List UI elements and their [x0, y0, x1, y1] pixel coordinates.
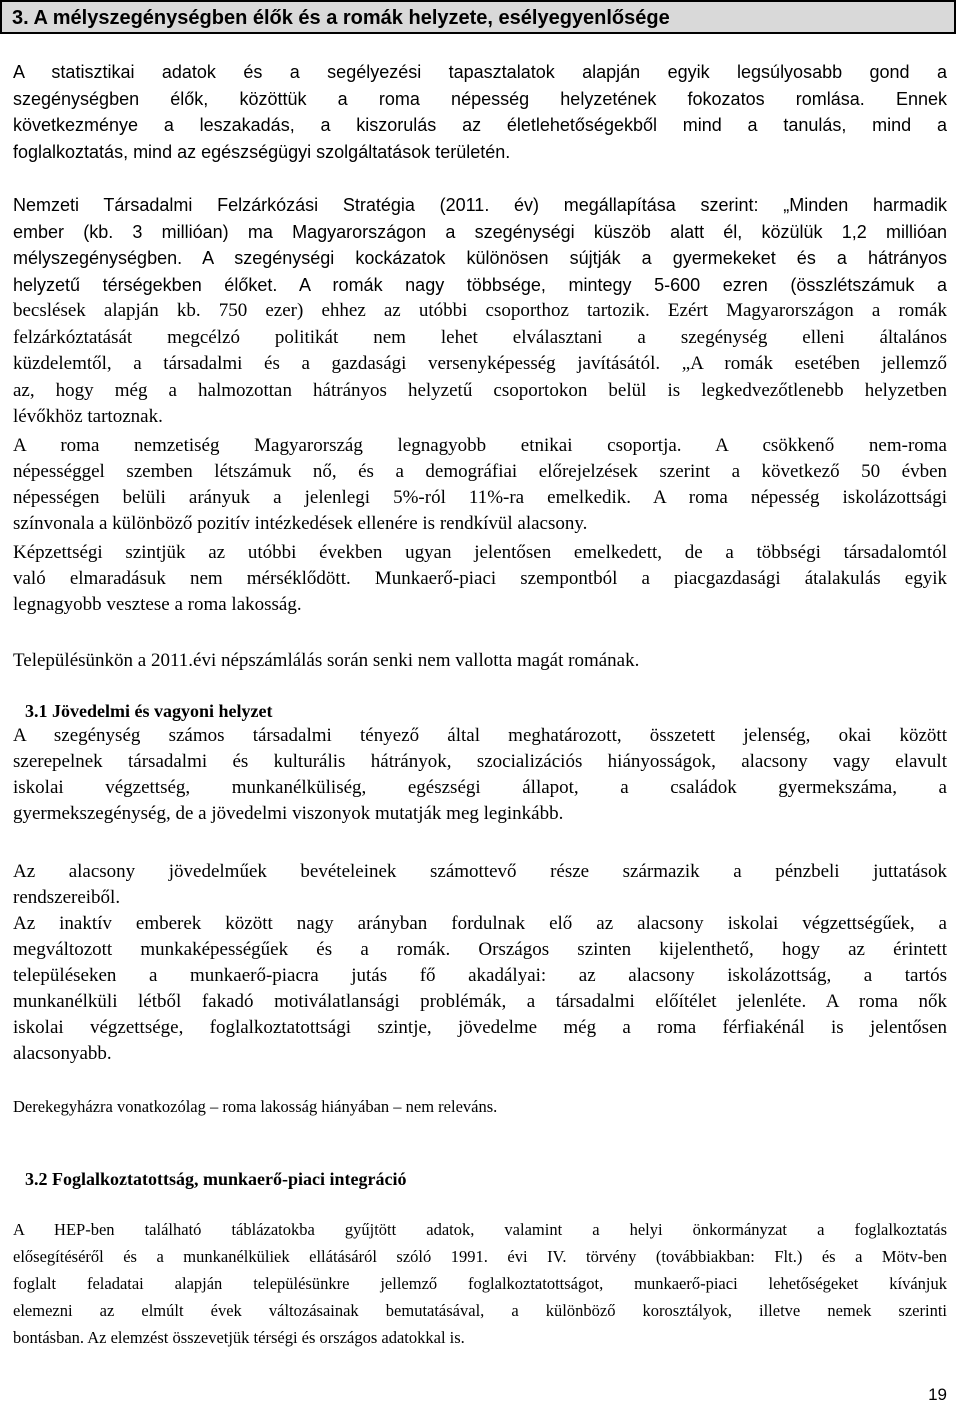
text-line: népességgel szemben létszámuk nő, és a demográfiai előrejelzések szerint a következő 50 évben — [13, 461, 947, 482]
text-line: Településünkön a 2011.évi népszámlálás során senki nem vallotta magát romának. — [13, 650, 640, 671]
text-line: iskolai végzettség, munkanélküliség, egészségi állapot, a családok gyermekszáma, a — [13, 777, 947, 798]
section-title: 3. A mélyszegénységben élők és a romák helyzete, esélyegyenlősége — [12, 7, 670, 29]
income-paragraph — [13, 859, 947, 911]
text-line: Nemzeti Társadalmi Felzárkózási Stratégia (2011. év) megállapítása szerint: „Minden harmadik — [13, 195, 947, 215]
text-line: településeken a munkaerő-piacra jutás fő akadályai: az alacsony iskolázottság, a tartós — [13, 965, 947, 986]
text-line: becslések alapján kb. 750 ezer) ehhez az utóbbi csoporthoz tartozik. Ezért Magyarországon a romák — [13, 300, 947, 321]
text-line: küzdelemtől, a társadalmi és a gazdasági versenyképesség javításától. „A romák esetében jellemző — [13, 353, 947, 374]
text-line: gyermekszegénység, de a jövedelmi viszonyok mutatják meg leginkább. — [13, 803, 564, 824]
subsection-title-3-1: 3.1 Jövedelmi és vagyoni helyzet — [25, 701, 273, 721]
text-line: népességen belüli arányuk a jelenlegi 5%-ról 11%-ra emelkedik. A roma népesség iskolázottsági — [13, 487, 947, 508]
text-line: munkanélküli létből fakadó motiválatlansági problémák, a társadalmi előítélet jelenléte. A roma nők — [13, 991, 947, 1012]
text-line: Az alacsony jövedelműek bevételeinek számottevő része származik a pénzbeli juttatások — [13, 861, 947, 882]
text-line: szerepelnek társadalmi és kulturális hátrányok, szocializációs hiányosságok, alacsony vagy elavult — [13, 751, 947, 772]
text-line: az, hogy még a halmozottan hátrányos helyzetű csoportokon belül is legkedvezőtlenebb helyzetben — [13, 379, 947, 401]
text-line: foglalkoztatás, mind az egészségügyi szolgáltatások területén. — [13, 141, 511, 162]
census-paragraph — [13, 648, 947, 674]
text-line: A roma nemzetiség Magyarország legnagyobb etnikai csoportja. A csökkenő nem-roma — [13, 435, 947, 456]
text-line: szegénységben élők, közöttük a roma népesség helyzetének fokozatos romlása. Ennek — [13, 88, 947, 109]
text-line: Az inaktív emberek között nagy arányban fordulnak elő az alacsony iskolai végzettségűek, a — [13, 913, 947, 934]
text-line: alacsonyabb. — [13, 1043, 112, 1064]
text-line: felzárkóztatását megcélzó politikát nem lehet elválasztani a szegénység elleni általános — [13, 326, 947, 348]
inactive-paragraph — [13, 911, 947, 1067]
text-line: A HEP-ben található táblázatokba gyűjtött adatok, valamint a helyi önkormányzat a foglalkoztatás — [13, 1220, 947, 1239]
text-line: iskolai végzettsége, foglalkoztatottsági szintje, jövedelme még a roma férfiakénál is jelentősen — [13, 1017, 947, 1038]
text-line: foglalt feladatai alapján településünkre jellemző foglalkoztatottságot, munkaerő-piaci lehetőségeket kívánjuk — [13, 1274, 947, 1293]
text-line: lévőkhöz tartoznak. — [13, 406, 163, 427]
text-line: A szegénység számos társadalmi tényező által meghatározott, összetett jelenség, okai között — [13, 725, 947, 746]
text-line: mélyszegénységben. A szegénységi kockázatok különösen sújtják a gyermekeket és a hátrányos — [13, 248, 947, 268]
text-line: következménye a leszakadás, a kiszorulás az életlehetőségekből mind a tanulás, mind a — [13, 115, 947, 135]
text-line: színvonala a különböző pozitív intézkedések ellenére is rendkívül alacsony. — [13, 513, 588, 534]
subsection-title-3-2: 3.2 Foglalkoztatottság, munkaerő-piaci integráció — [25, 1169, 407, 1189]
text-line: Derekegyházra vonatkozólag – roma lakosság hiányában – nem releváns. — [13, 1097, 498, 1116]
text-line: való elmaradásuk nem mérséklődött. Munkaerő-piaci szempontból a piacgazdasági átalakulás egyik — [13, 568, 947, 589]
relevance-note — [13, 1094, 947, 1120]
employment-paragraph — [13, 1216, 947, 1351]
text-line: elemezni az elmúlt évek változásainak bemutatásával, a különböző korosztályok, illetve nemek szerinti — [13, 1301, 947, 1320]
strategy-paragraph — [13, 192, 947, 431]
roma-nation-paragraph — [13, 433, 947, 537]
section-header — [0, 0, 956, 34]
text-line: legnagyobb vesztese a roma lakosság. — [13, 594, 302, 615]
text-line: elősegítéséről és a munkanélküliek ellátásáról szóló 1991. évi IV. törvény (továbbiakban: Flt.) és a Mötv-ben — [13, 1247, 947, 1266]
text-line: A statisztikai adatok és a segélyezési tapasztalatok alapján egyik legsúlyosabb gond a — [13, 62, 947, 82]
qualification-paragraph — [13, 540, 947, 618]
text-line: bontásban. Az elemzést összevetjük térségi és országos adatokkal is. — [13, 1328, 465, 1347]
page-number: 19 — [928, 1385, 947, 1404]
text-line: megváltozott munkaképességűek és a romák. Országos szinten kijelenthető, hogy az érintett — [13, 939, 947, 960]
poverty-paragraph — [13, 723, 947, 827]
text-line: rendszereiből. — [13, 887, 121, 908]
text-line: ember (kb. 3 millióan) ma Magyarországon a szegénységi küszöb alatt él, közülük 1,2 millióan — [13, 221, 947, 242]
text-line: Képzettségi szintjük az utóbbi években ugyan jelentősen emelkedett, de a többségi társadalomtól — [13, 542, 947, 563]
text-line: helyzetű térségekben élőket. A romák nagy többsége, mintegy 5-600 ezren (összlétszámuk a — [13, 274, 947, 295]
intro-paragraph — [13, 59, 947, 165]
